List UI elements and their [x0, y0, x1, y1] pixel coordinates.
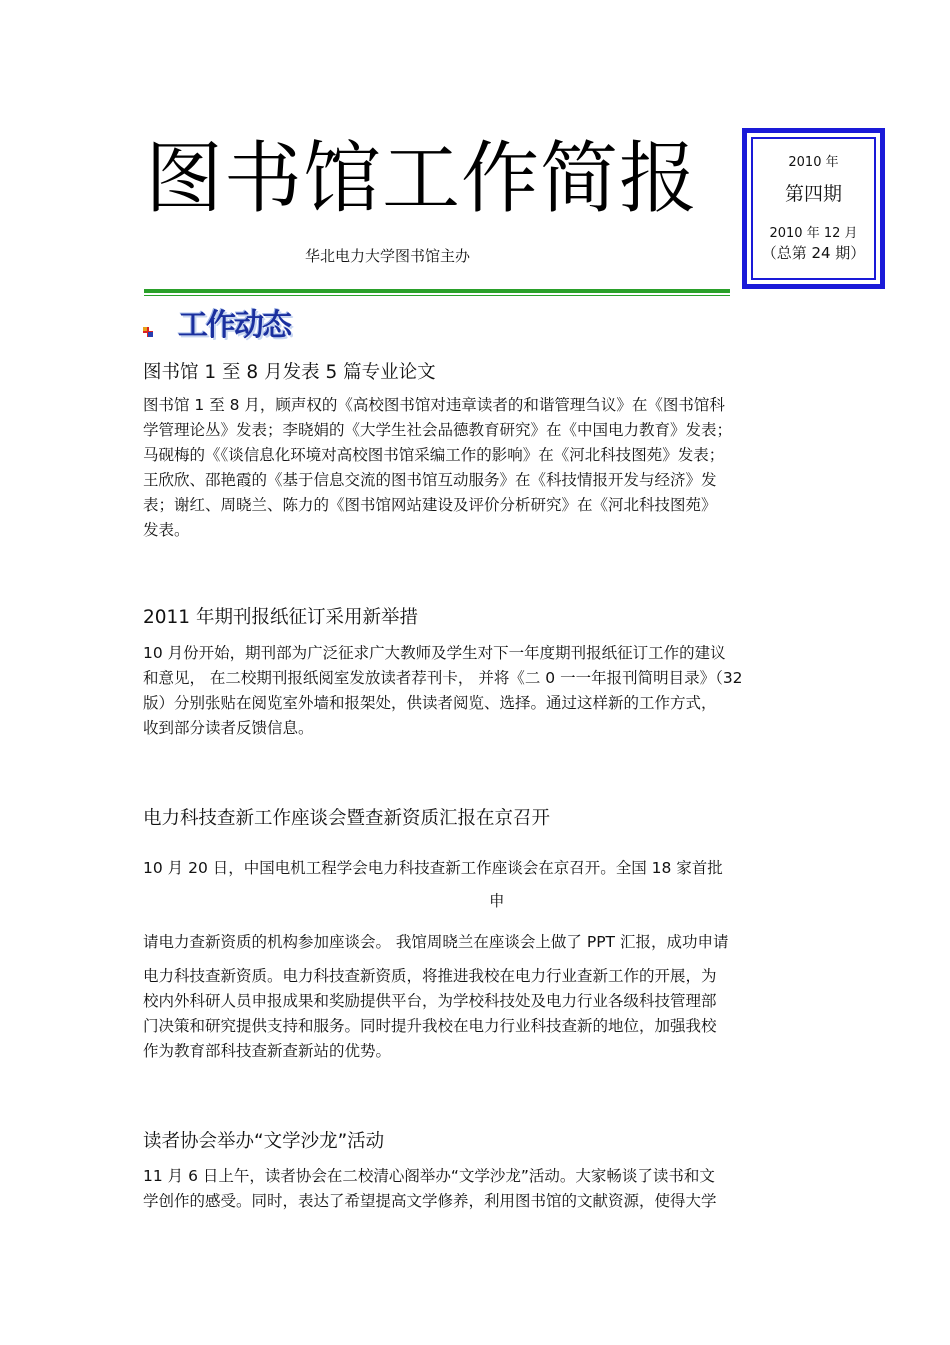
body-line: 请电力查新资质的机构参加座谈会。 我馆周晓兰在座谈会上做了 PPT 汇报，成功申请	[143, 933, 729, 951]
body-line: 学创作的感受。同时，表达了希望提高文学修养，利用图书馆的文献资源，使得大学	[143, 1192, 717, 1210]
body-line-orphan: 申	[489, 892, 505, 910]
article-body	[143, 964, 717, 1064]
header-divider	[144, 289, 730, 293]
body-line: 作为教育部科技查新查新站的优势。	[143, 1042, 392, 1060]
body-line: 电力科技查新资质。电力科技查新资质，将推进我校在电力行业查新工作的开展，为	[143, 967, 717, 985]
issue-period: 第四期	[784, 183, 842, 205]
issue-year: 2010 年	[788, 155, 839, 170]
article-body	[143, 641, 743, 741]
article-heading: 电力科技查新工作座谈会暨查新资质汇报在京召开	[143, 808, 551, 829]
bullet-icon	[143, 327, 153, 337]
body-line: 表；谢红、周晓兰、陈力的《图书馆网站建设及评价分析研究》在《河北科技图苑》	[143, 496, 717, 514]
issue-month: 2010 年 12 月	[769, 226, 858, 241]
body-line: 发表。	[143, 521, 190, 539]
body-line: 马砚梅的《《谈信息化环境对高校图书馆采编工作的影响》在《河北科技图苑》发表；	[143, 446, 725, 464]
body-line: 11 月 6 日上午，读者协会在二校清心阁举办“文学沙龙”活动。大家畅谈了读书和文	[143, 1167, 715, 1185]
article-heading: 图书馆 1 至 8 月发表 5 篇专业论文	[143, 362, 436, 383]
issue-info-box	[742, 128, 885, 289]
newsletter-title: 图书馆工作简报	[145, 134, 699, 224]
body-line: 校内外科研人员申报成果和奖励提供平台，为学校科技处及电力行业各级科技管理部	[143, 992, 717, 1010]
sponsor-line: 华北电力大学图书馆主办	[305, 247, 471, 265]
section-banner: 工作动态	[178, 308, 290, 343]
body-line: 和意见， 在二校期刊报纸阅室发放读者荐刊卡， 并将《二 0 一一年报刊简明目录》（32	[143, 669, 743, 687]
body-line: 王欣欣、邵艳霞的《基于信息交流的图书馆互动服务》在《科技情报开发与经济》发	[143, 471, 717, 489]
article-heading: 2011 年期刊报纸征订采用新举措	[143, 607, 418, 628]
body-line: 收到部分读者反馈信息。	[143, 719, 314, 737]
body-line: 图书馆 1 至 8 月，顾声权的《高校图书馆对违章读者的和谐管理刍议》在《图书馆科	[143, 396, 725, 414]
header-divider-thin	[144, 295, 730, 296]
body-line: 10 月份开始，期刊部为广泛征求广大教师及学生对下一年度期刊报纸征订工作的建议	[143, 644, 726, 662]
article-body	[143, 393, 732, 543]
issue-total: （总第 24 期）	[761, 244, 866, 262]
body-line: 版）分别张贴在阅览室外墙和报架处，供读者阅览、选择。通过这样新的工作方式，	[143, 694, 717, 712]
article-heading: 读者协会举办“文学沙龙”活动	[143, 1131, 385, 1152]
body-line: 门决策和研究提供支持和服务。同时提升我校在电力行业科技查新的地位，加强我校	[143, 1017, 717, 1035]
article-body	[143, 1164, 717, 1214]
body-line: 10 月 20 日，中国电机工程学会电力科技查新工作座谈会在京召开。全国 18 家首批	[143, 859, 723, 877]
body-line: 学管理论丛》发表；李晓娟的《大学生社会品德教育研究》在《中国电力教育》发表；	[143, 421, 733, 439]
